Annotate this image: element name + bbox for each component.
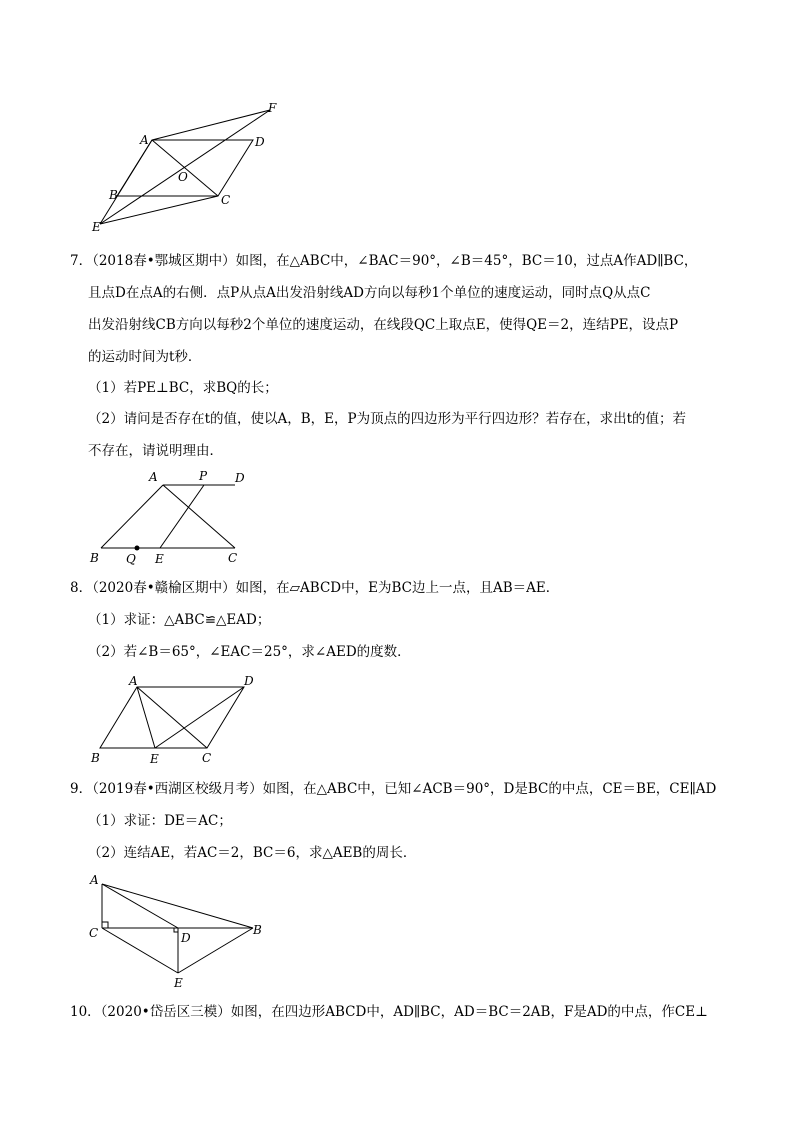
- label-B: B: [253, 923, 262, 937]
- label-E: E: [150, 752, 159, 766]
- q7-line-1: 7．（2018春•鄂城区期中）如图，在△ABC中，∠BAC＝90°，∠B＝45°，BC＝10，过点A作AD∥BC，: [70, 253, 698, 269]
- label-E: E: [92, 220, 101, 234]
- label-C: C: [89, 926, 99, 940]
- label-D: D: [181, 931, 191, 945]
- label-A: A: [129, 674, 138, 688]
- q10-line-1: 10．（2020•岱岳区三模）如图，在四边形ABCD中，AD∥BC，AD＝BC＝2AB，F是AD的中点，作CE⊥: [70, 1004, 708, 1020]
- label-E: E: [174, 976, 183, 990]
- q8-part-1: （1）求证：△ABC≌△EAD；: [88, 612, 271, 628]
- q7-part-2: （2）请问是否存在t的值，使以A，B，E，P为顶点的四边形为平行四边形？若存在，求出t的值；若: [88, 411, 687, 427]
- figure-q6: [85, 100, 295, 240]
- label-A: A: [149, 470, 158, 484]
- label-C: C: [228, 551, 238, 565]
- label-C: C: [202, 751, 212, 765]
- label-A: A: [140, 133, 149, 147]
- label-D: D: [244, 674, 254, 688]
- q7-line-3: 出发沿射线CB方向以每秒2个单位的速度运动，在线段QC上取点E，使得QE＝2，连结PE，设点P: [88, 317, 679, 333]
- q7-part-2-cont: 不存在，请说明理由．: [88, 443, 223, 459]
- q9-part-1: （1）求证：DE＝AC；: [88, 813, 232, 829]
- label-O: O: [178, 170, 188, 184]
- label-D: D: [255, 135, 265, 149]
- label-B: B: [91, 751, 100, 765]
- label-D: D: [235, 471, 245, 485]
- q9-line-1: 9．（2019春•西湖区校级月考）如图，在△ABC中，已知∠ACB＝90°，D是BC的中点，CE＝BE，CE∥AD: [70, 781, 717, 797]
- label-B: B: [90, 551, 99, 565]
- label-Q: Q: [126, 552, 136, 566]
- q7-part-1: （1）若PE⊥BC，求BQ的长；: [88, 380, 278, 396]
- label-C: C: [221, 193, 231, 207]
- label-E: E: [155, 552, 164, 566]
- q7-line-2: 且点D在点A的右侧．点P从点A出发沿射线AD方向以每秒1个单位的速度运动，同时点Q从点C: [88, 285, 651, 301]
- q8-part-2: （2）若∠B＝65°，∠EAC＝25°，求∠AED的度数．: [88, 644, 411, 660]
- q9-part-2: （2）连结AE，若AC＝2，BC＝6，求△AEB的周长．: [88, 845, 417, 861]
- label-P: P: [199, 469, 208, 483]
- label-A: A: [90, 873, 99, 887]
- label-B: B: [109, 188, 118, 202]
- figure-q9: [85, 870, 270, 995]
- label-F: F: [268, 101, 277, 115]
- q7-line-4: 的运动时间为t秒．: [88, 349, 202, 365]
- q8-line-1: 8．（2020春•赣榆区期中）如图，在▱ABCD中，E为BC边上一点，且AB＝AE．: [70, 580, 560, 596]
- figure-q8: [88, 672, 268, 767]
- figure-q7: [85, 468, 260, 568]
